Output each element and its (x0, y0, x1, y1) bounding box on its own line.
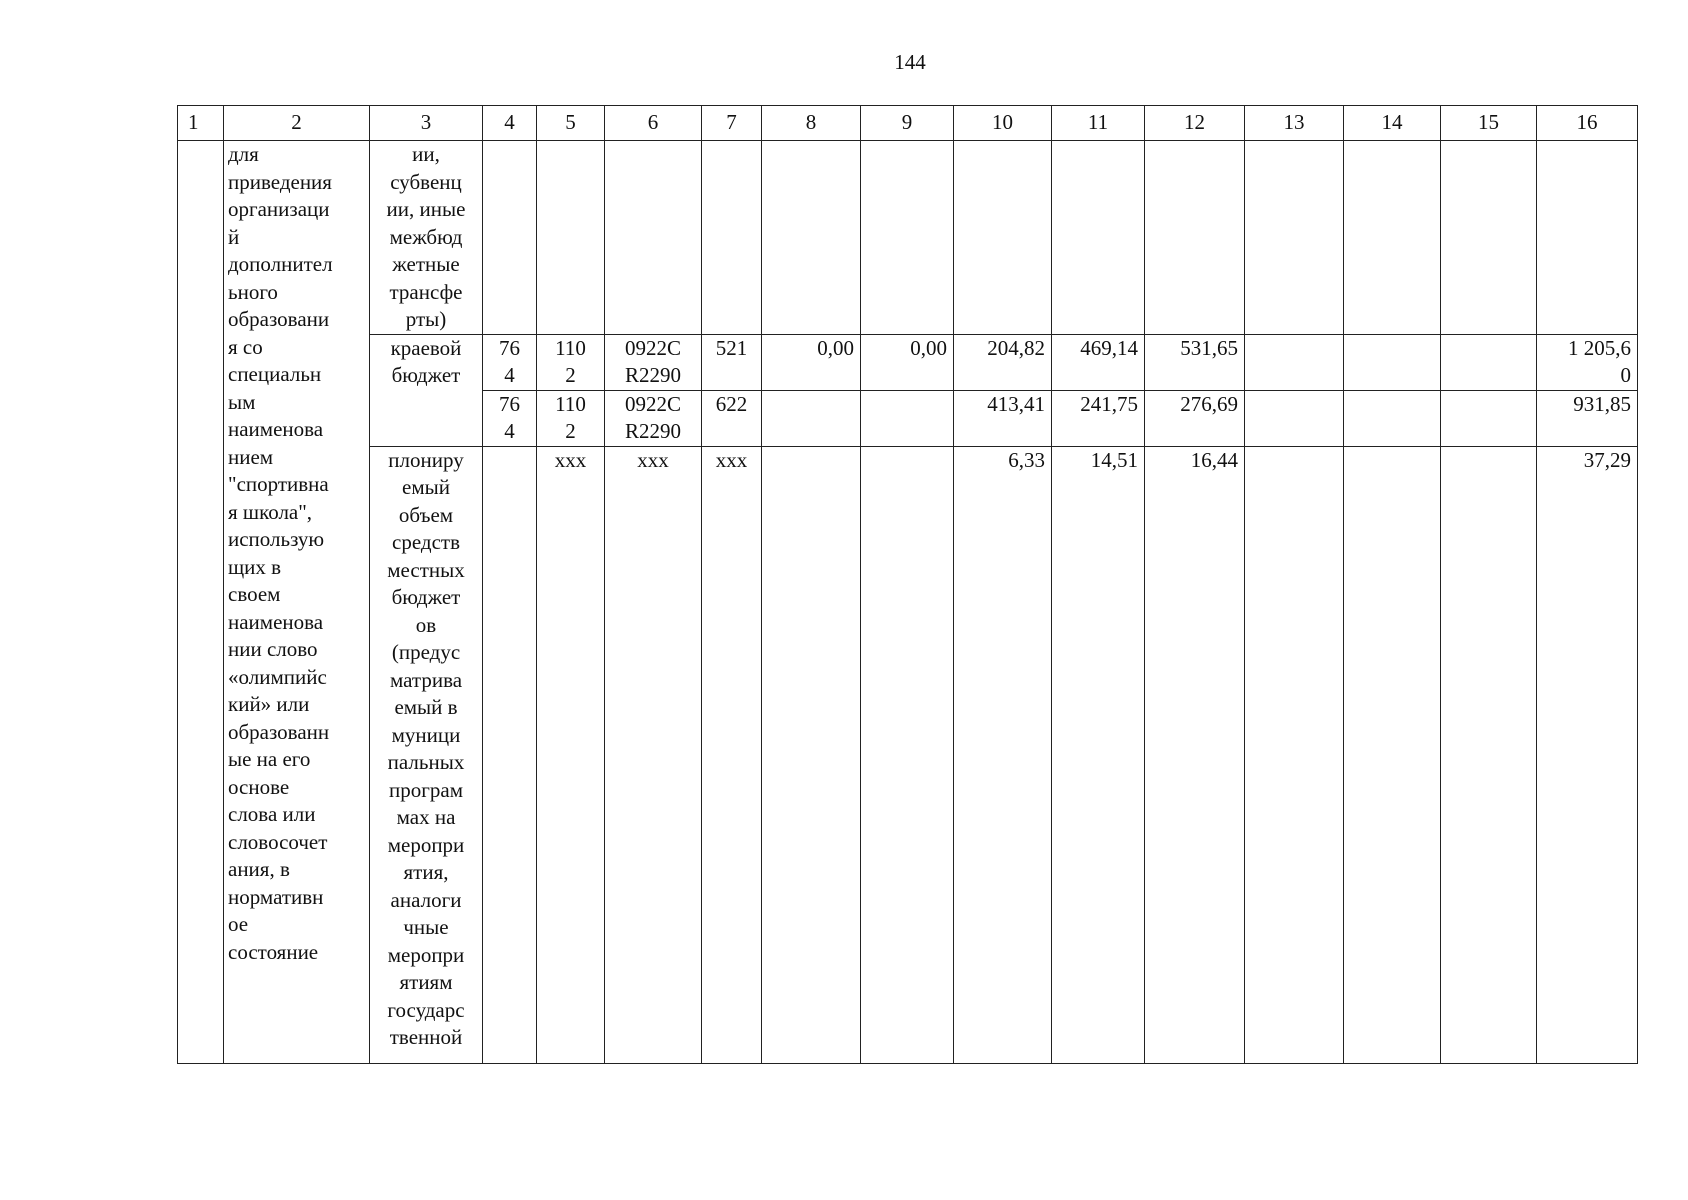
cell-c13 (1245, 446, 1344, 1063)
empty-cell (1441, 141, 1537, 335)
cell-c4: 76 4 (483, 390, 537, 446)
cell-c10: 6,33 (954, 446, 1052, 1063)
cell-c12: 16,44 (1145, 446, 1245, 1063)
header-cell: 8 (762, 106, 861, 141)
cell-c8 (762, 390, 861, 446)
empty-cell (1052, 141, 1145, 335)
cell-c5: 110 2 (537, 390, 605, 446)
header-cell: 12 (1145, 106, 1245, 141)
header-row (178, 106, 1638, 141)
empty-cell (1537, 141, 1638, 335)
empty-cell (702, 141, 762, 335)
cell-c6: ххх (605, 446, 702, 1063)
cell-c5: ххх (537, 446, 605, 1063)
cell-c6: 0922C R2290 (605, 334, 702, 390)
cell-c9 (861, 390, 954, 446)
cell-c13 (1245, 334, 1344, 390)
cell-c4 (483, 446, 537, 1063)
cell-c11: 14,51 (1052, 446, 1145, 1063)
empty-cell (1344, 141, 1441, 335)
empty-cell (537, 141, 605, 335)
empty-cell (762, 141, 861, 335)
header-cell: 1 (178, 106, 224, 141)
header-cell: 10 (954, 106, 1052, 141)
header-cell: 11 (1052, 106, 1145, 141)
row-number-cell (178, 141, 224, 1064)
cell-c12: 276,69 (1145, 390, 1245, 446)
cell-c9 (861, 446, 954, 1063)
empty-cell (954, 141, 1052, 335)
header-cell: 15 (1441, 106, 1537, 141)
header-cell: 4 (483, 106, 537, 141)
page-number: 144 (894, 50, 926, 74)
cell-c11: 241,75 (1052, 390, 1145, 446)
header-cell: 5 (537, 106, 605, 141)
cell-c14 (1344, 390, 1441, 446)
cell-c16: 37,29 (1537, 446, 1638, 1063)
header-cell: 3 (370, 106, 483, 141)
cell-c7: ххх (702, 446, 762, 1063)
empty-cell (1145, 141, 1245, 335)
empty-cell (605, 141, 702, 335)
cell-c16: 931,85 (1537, 390, 1638, 446)
cell-c14 (1344, 334, 1441, 390)
header-cell: 13 (1245, 106, 1344, 141)
cell-c15 (1441, 390, 1537, 446)
empty-cell (1245, 141, 1344, 335)
table-row (178, 446, 1638, 1063)
cell-c8 (762, 446, 861, 1063)
header-cell: 2 (224, 106, 370, 141)
cell-c5: 110 2 (537, 334, 605, 390)
table-row (178, 141, 1638, 335)
cell-c10: 413,41 (954, 390, 1052, 446)
header-cell: 9 (861, 106, 954, 141)
header-cell: 6 (605, 106, 702, 141)
empty-cell (861, 141, 954, 335)
cell-c15 (1441, 446, 1537, 1063)
cell-c11: 469,14 (1052, 334, 1145, 390)
cell-c6: 0922C R2290 (605, 390, 702, 446)
cell-c13 (1245, 390, 1344, 446)
cell-c7: 622 (702, 390, 762, 446)
header-cell: 7 (702, 106, 762, 141)
cell-c4: 76 4 (483, 334, 537, 390)
source-cell: краевой бюджет (370, 334, 483, 446)
cell-c16: 1 205,6 0 (1537, 334, 1638, 390)
cell-c10: 204,82 (954, 334, 1052, 390)
header-cell: 16 (1537, 106, 1638, 141)
cell-c14 (1344, 446, 1441, 1063)
cell-c9: 0,00 (861, 334, 954, 390)
budget-table (177, 105, 1638, 1064)
source-cell: ии, субвенц ии, иные межбюд жетные трансфе рты) (370, 141, 483, 335)
table-row (178, 334, 1638, 390)
source-cell: плониру емый объем средств местных бюджет ов (предус матрива емый в муници пальных програм мах на меропри ятия, аналоги чные меропри ятиям государс твенной (370, 446, 483, 1063)
cell-c15 (1441, 334, 1537, 390)
header-cell: 14 (1344, 106, 1441, 141)
cell-c7: 521 (702, 334, 762, 390)
cell-c8: 0,00 (762, 334, 861, 390)
description-cell: для приведения организаци й дополнител ьного образовани я со специальн ым наименова нием "спортивна я школа", использую щих в своем наименова нии слово «олимпийс кий» или образованн ые на его основе слова или словосочет ания, в нормативн ое состояние (224, 141, 370, 1064)
cell-c12: 531,65 (1145, 334, 1245, 390)
empty-cell (483, 141, 537, 335)
